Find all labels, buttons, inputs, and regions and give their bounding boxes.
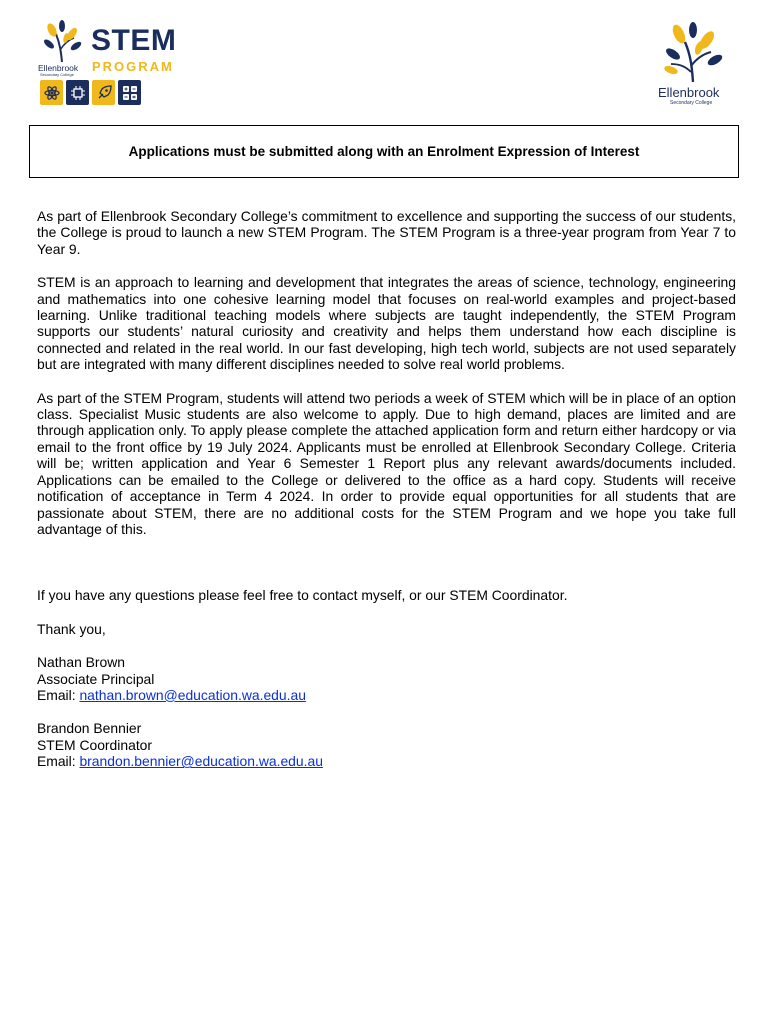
email-label: Email: bbox=[37, 686, 76, 703]
left-school-sub: Secondary College bbox=[40, 72, 74, 77]
contact-email-row bbox=[37, 753, 736, 769]
college-logo bbox=[653, 22, 733, 112]
left-school-name: Ellenbrook bbox=[38, 63, 79, 73]
contact-email-row bbox=[37, 687, 736, 703]
intro-paragraph: As part of Ellenbrook Secondary College’s commitment to excellence and supporting the success of our students, the College is proud to launch a new STEM Program. The STEM Program is a three-year program from Year 7 to Year 9. bbox=[37, 208, 736, 257]
program-subtitle: PROGRAM bbox=[92, 59, 174, 74]
right-school-name: Ellenbrook bbox=[658, 85, 720, 100]
contact-nathan bbox=[37, 654, 736, 703]
banner-text: Applications must be submitted along with an Enrolment Expression of Interest bbox=[128, 144, 640, 159]
thank-you-line: Thank you, bbox=[37, 620, 106, 637]
stem-icons-row bbox=[40, 80, 141, 105]
stem-title: STEM bbox=[91, 24, 177, 57]
right-school-sub: Secondary College bbox=[670, 100, 713, 106]
contact-name: Nathan Brown bbox=[37, 654, 126, 671]
engineering-rocket-icon bbox=[92, 80, 115, 105]
contact-role: STEM Coordinator bbox=[37, 736, 153, 753]
contact-name: Brandon Bennier bbox=[37, 720, 142, 737]
tree-logo-icon bbox=[42, 20, 82, 64]
science-atom-icon bbox=[40, 80, 63, 105]
nathan-email-link[interactable]: nathan.brown@education.wa.edu.au bbox=[79, 686, 306, 703]
email-label: Email: bbox=[37, 753, 76, 770]
application-paragraph: As part of the STEM Program, students will attend two periods a week of STEM which will be in place of an option class. Specialist Music students are also welcome to apply. Due to high demand, places are limited and are through application only. To apply please complete the attached application form and return either hardcopy or via email to the front office by 19 July 2024. Applicants must be enrolled at Ellenbrook Secondary College. Criteria will be; written application and Year 6 Semester 1 Report plus any relevant awards/documents included. Applications can be emailed to the College or delivered to the office as a hard copy. Students will receive notification of acceptance in Term 4 2024. In order to provide equal opportunities for all students that are passionate about STEM, there are no additional costs for the STEM Program and we hope you take full advantage of this. bbox=[37, 389, 736, 537]
questions-line: If you have any questions please feel free to contact myself, or our STEM Coordinator. bbox=[37, 587, 568, 604]
college-tree-icon bbox=[663, 22, 723, 84]
stem-program-logo bbox=[38, 20, 177, 110]
mathematics-symbols-icon bbox=[118, 80, 141, 105]
contact-brandon bbox=[37, 720, 736, 769]
notice-banner bbox=[29, 125, 739, 178]
brandon-email-link[interactable]: brandon.bennier@education.wa.edu.au bbox=[79, 753, 323, 770]
technology-chip-icon bbox=[66, 80, 89, 105]
contact-role: Associate Principal bbox=[37, 670, 155, 687]
stem-description-paragraph: STEM is an approach to learning and development that integrates the areas of science, technology, engineering and mathematics into one cohesive learning model that focuses on real-world examples and project-based learning. Unlike traditional teaching models where subjects are taught independently, the STEM Program supports our students’ natural curiosity and creativity and helps them understand how each discipline is connected and related in the real world. In our fast developing, high tech world, subjects are not used separately but are integrated with many different disciplines needed to solve real world problems. bbox=[37, 274, 736, 373]
letter-body bbox=[37, 208, 736, 770]
